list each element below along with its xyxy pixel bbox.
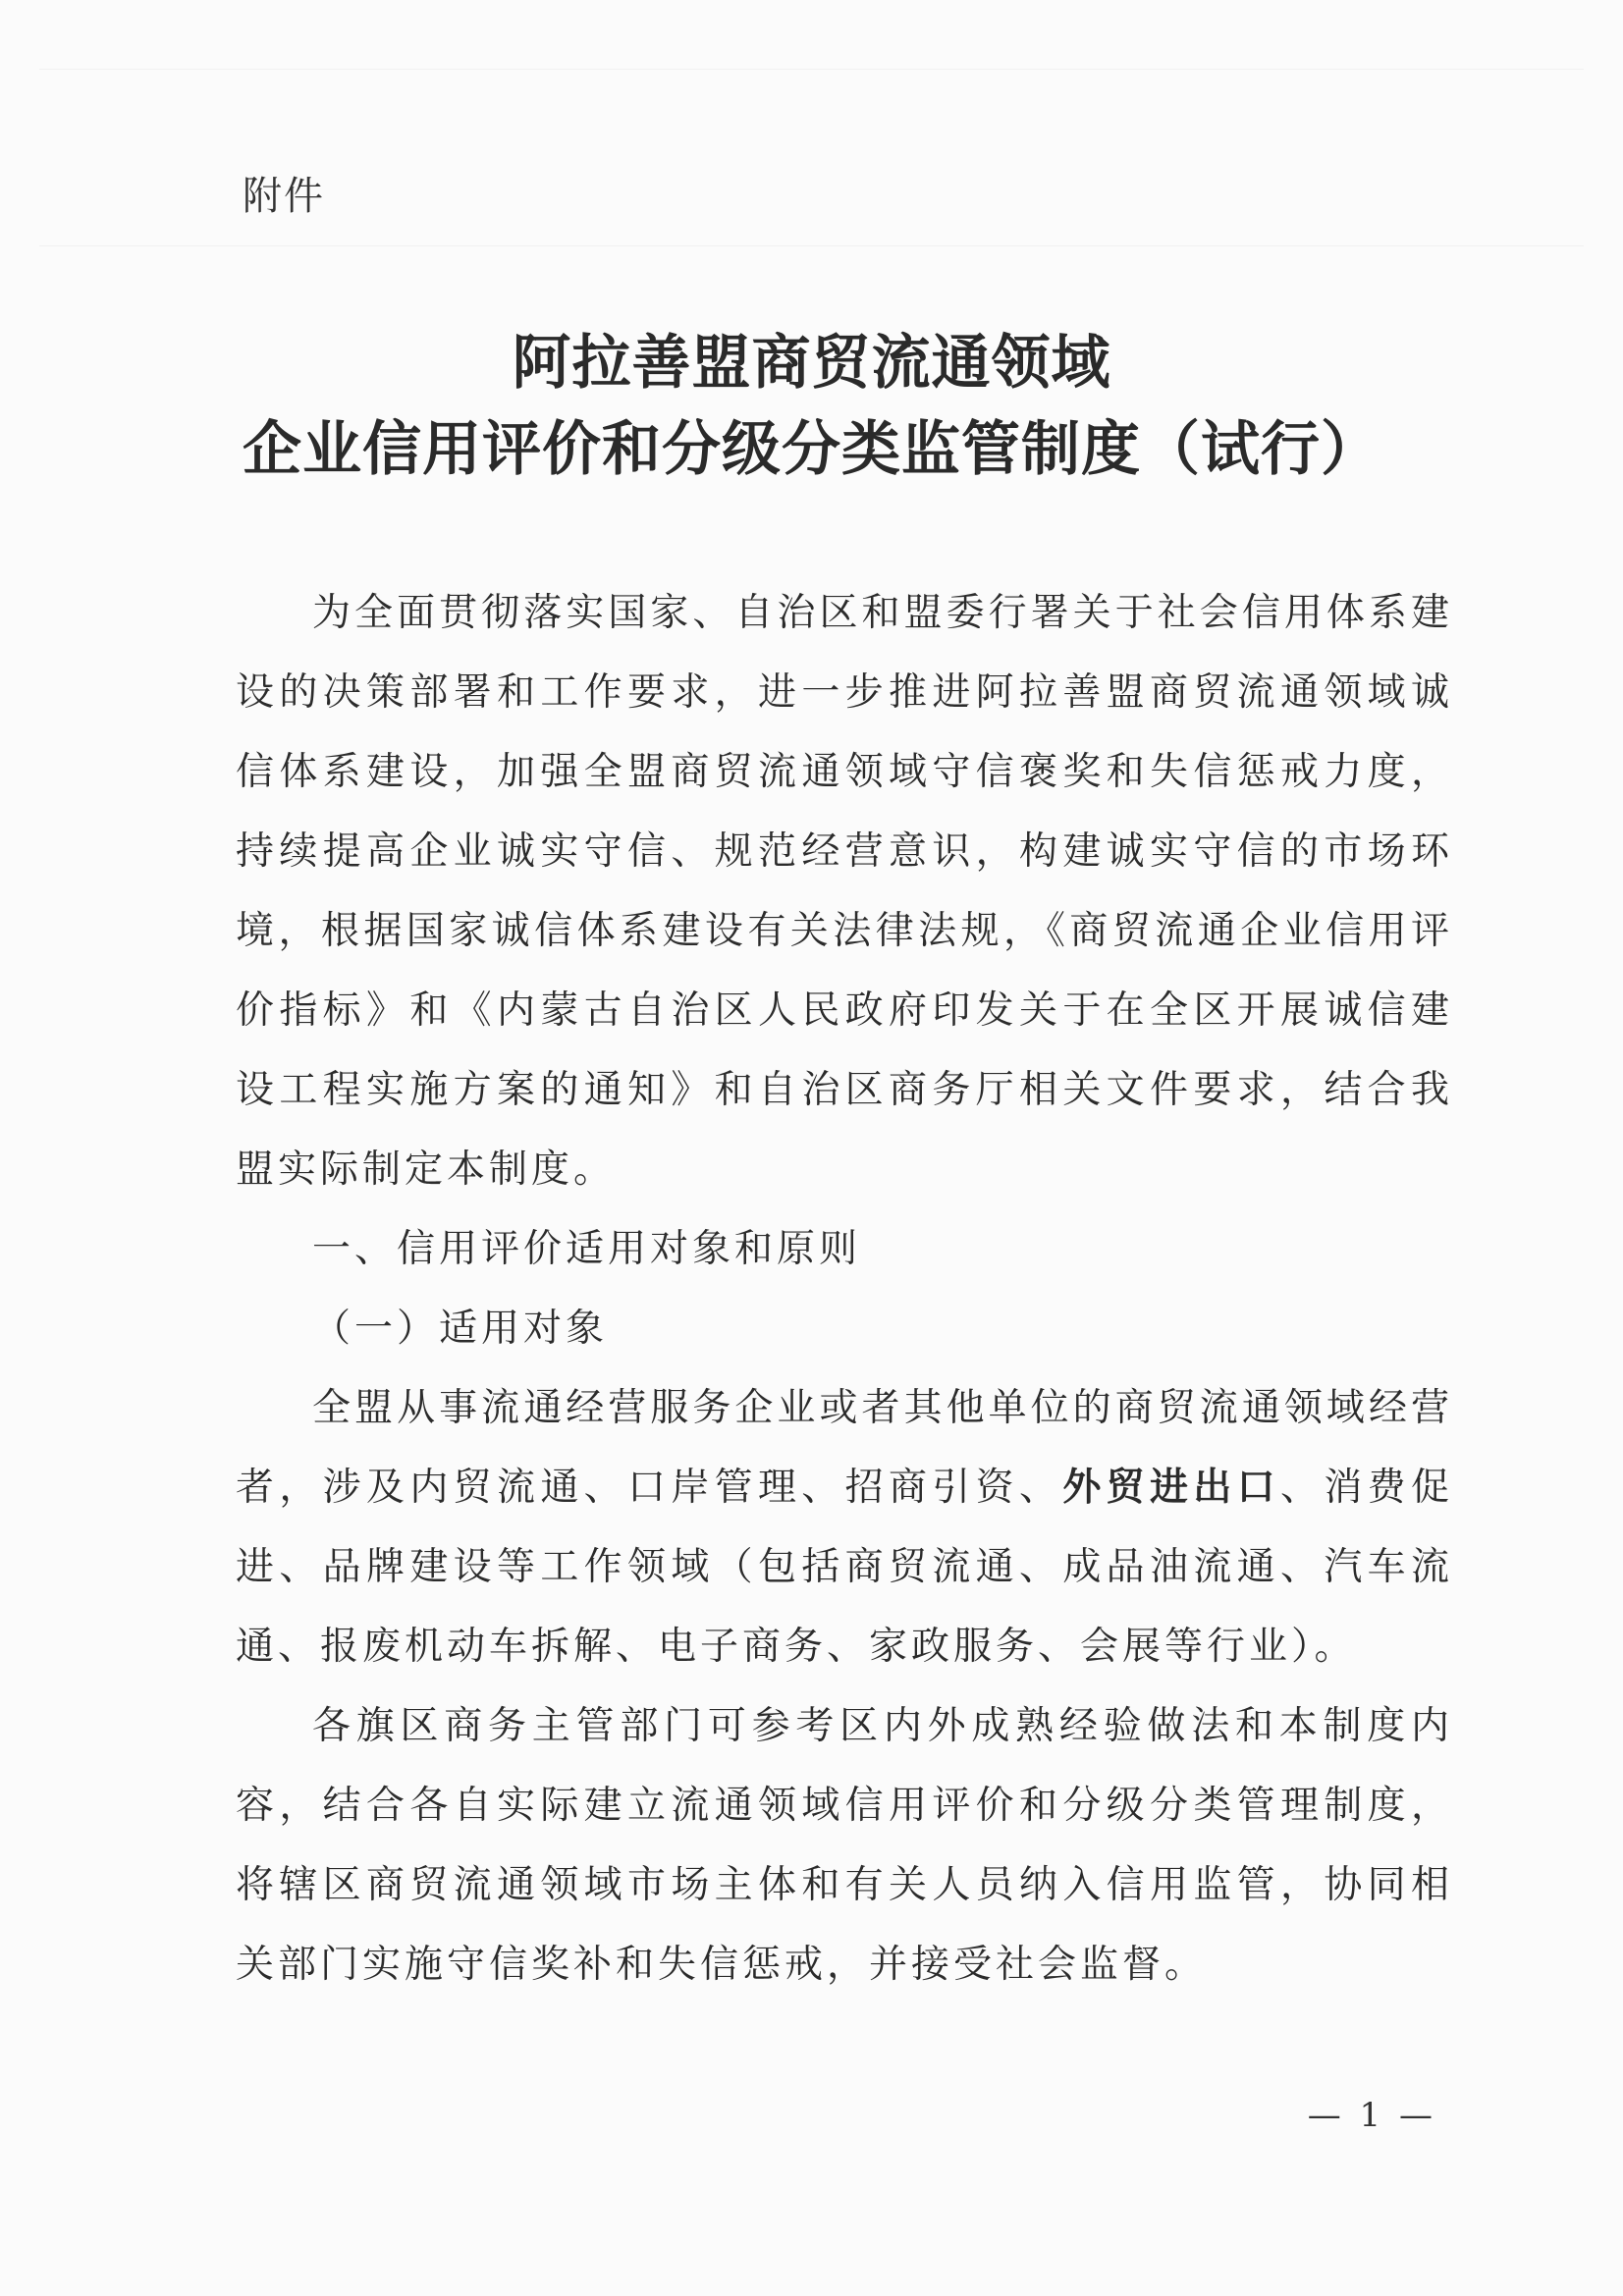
management-paragraph: 各旗区商务主管部门可参考区内外成熟经验做法和本制度内容，结合各自实际建立流通领域信用评价和分级分类管理制度，将辖区商贸流通领域市场主体和有关人员纳入信用监管，协同相关部门实施守信奖补和失信惩戒，并接受社会监督。 (236, 1704, 1453, 1987)
section-heading: 一、信用评价适用对象和原则 (312, 1227, 862, 1271)
scope-text-part-2: 、消费促进、品牌建设等工作领域（包括商贸流通、成品油流通、汽车流通、报废机动车拆解、电子商务、家政服务、会展等行业）。 (236, 1466, 1453, 1669)
page-number: — 1 — (1307, 2096, 1436, 2135)
scope-text-emphasis: 外贸进出口 (1062, 1465, 1280, 1510)
document-title-line-2: 企业信用评价和分级分类监管制度（试行） (243, 415, 1380, 484)
scan-artifact (39, 69, 1584, 70)
intro-paragraph: 为全面贯彻落实国家、自治区和盟委行署关于社会信用体系建设的决策部署和工作要求，进一步推进阿拉善盟商贸流通领域诚信体系建设，加强全盟商贸流通领域守信褒奖和失信惩戒力度，持续提高企业诚实守信、规范经营意识，构建诚实守信的市场环境，根据国家诚信体系建设有关法律法规，《商贸流通企业信用评价指标》和《内蒙古自治区人民政府印发关于在全区开展诚信建设工程实施方案的通知》和自治区商务厅相关文件要求，结合我盟实际制定本制度。 (236, 591, 1453, 1192)
scan-artifact (39, 245, 1584, 246)
document-body (236, 573, 1453, 2004)
scope-paragraph (236, 1368, 1453, 1686)
scope-text-part-1: 全盟从事流通经营服务企业或者其他单位的商贸流通领域经营者，涉及内贸流通、口岸管理、招商引资、 (236, 1386, 1453, 1510)
document-title-line-1: 阿拉善盟商贸流通领域 (512, 329, 1111, 398)
attachment-label: 附件 (243, 174, 325, 219)
section-subheading: （一）适用对象 (312, 1307, 609, 1351)
